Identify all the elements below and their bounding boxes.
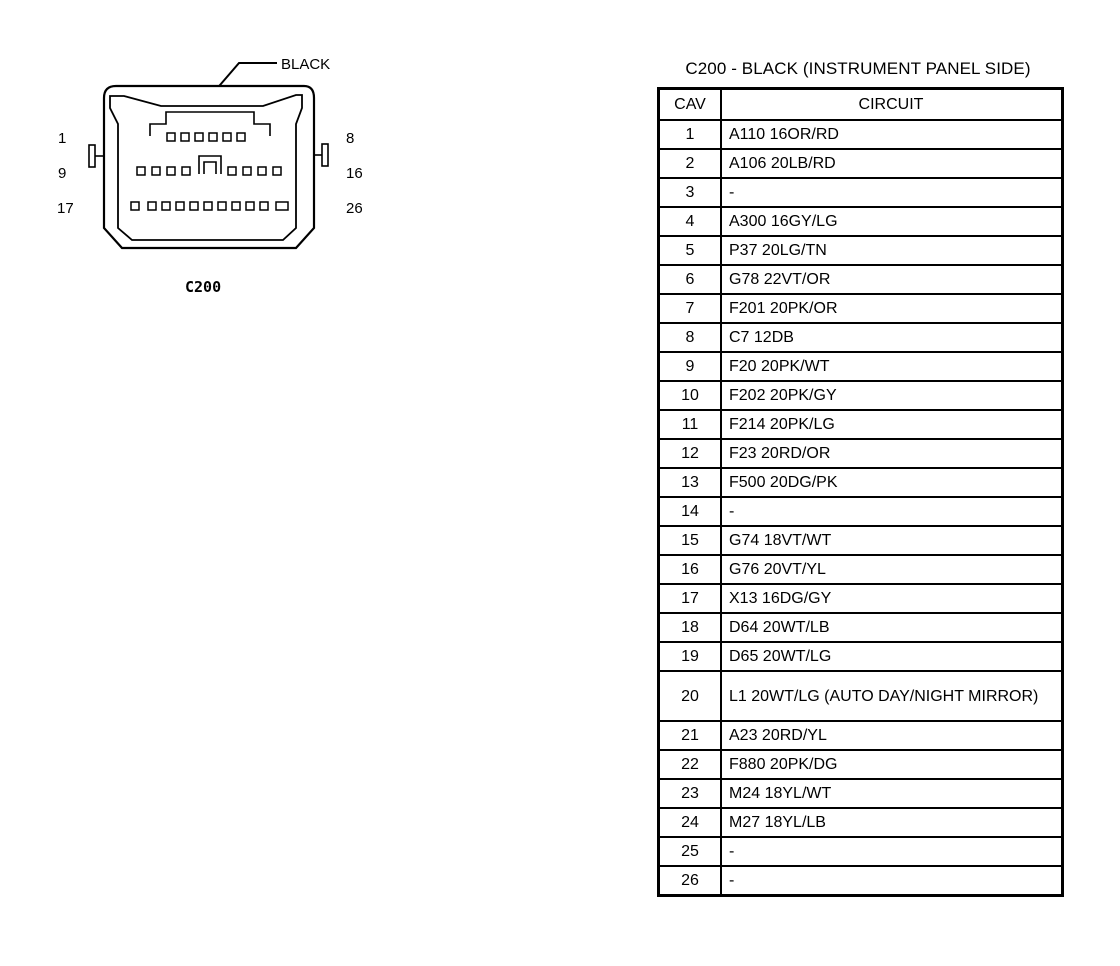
- table-header-row: [659, 89, 1063, 121]
- circuit-cell: A23 20RD/YL: [721, 721, 1063, 750]
- cav-cell: 8: [659, 323, 722, 352]
- cav-cell: 5: [659, 236, 722, 265]
- cav-cell: 21: [659, 721, 722, 750]
- circuit-cell: F214 20PK/LG: [721, 410, 1063, 439]
- pinout-table-body: [659, 120, 1063, 896]
- cav-cell: 25: [659, 837, 722, 866]
- circuit-cell: C7 12DB: [721, 323, 1063, 352]
- circuit-cell: A106 20LB/RD: [721, 149, 1063, 178]
- cav-cell: 6: [659, 265, 722, 294]
- cav-cell: 4: [659, 207, 722, 236]
- circuit-cell: A300 16GY/LG: [721, 207, 1063, 236]
- circuit-cell: D64 20WT/LB: [721, 613, 1063, 642]
- cav-cell: 10: [659, 381, 722, 410]
- table-row: [659, 779, 1063, 808]
- table-row: [659, 410, 1063, 439]
- circuit-cell: A110 16OR/RD: [721, 120, 1063, 149]
- circuit-cell: M24 18YL/WT: [721, 779, 1063, 808]
- right-latch-tab: [322, 144, 328, 166]
- circuit-cell: F202 20PK/GY: [721, 381, 1063, 410]
- circuit-cell: -: [721, 178, 1063, 207]
- cav-cell: 16: [659, 555, 722, 584]
- circuit-cell: G78 22VT/OR: [721, 265, 1063, 294]
- table-row: [659, 265, 1063, 294]
- cav-cell: 15: [659, 526, 722, 555]
- table-row: [659, 439, 1063, 468]
- cav-cell: 12: [659, 439, 722, 468]
- table-row: [659, 837, 1063, 866]
- table-row: [659, 555, 1063, 584]
- cav-cell: 23: [659, 779, 722, 808]
- cav-cell: 20: [659, 671, 722, 721]
- pin-label: 1: [58, 130, 67, 147]
- table-row: [659, 497, 1063, 526]
- table-row: [659, 236, 1063, 265]
- table-row: [659, 613, 1063, 642]
- circuit-cell: F880 20PK/DG: [721, 750, 1063, 779]
- table-row: [659, 584, 1063, 613]
- table-title: C200 - BLACK (INSTRUMENT PANEL SIDE): [685, 59, 1031, 78]
- circuit-cell: -: [721, 497, 1063, 526]
- pin-label: 26: [346, 200, 363, 217]
- cav-cell: 3: [659, 178, 722, 207]
- circuit-cell: G76 20VT/YL: [721, 555, 1063, 584]
- circuit-cell: M27 18YL/LB: [721, 808, 1063, 837]
- cav-cell: 7: [659, 294, 722, 323]
- table-row: [659, 149, 1063, 178]
- circuit-cell: X13 16DG/GY: [721, 584, 1063, 613]
- table-row: [659, 526, 1063, 555]
- table-row: [659, 866, 1063, 896]
- table-row: [659, 352, 1063, 381]
- cav-cell: 17: [659, 584, 722, 613]
- circuit-cell: -: [721, 866, 1063, 896]
- table-row: [659, 750, 1063, 779]
- table-row: [659, 468, 1063, 497]
- table-row: [659, 294, 1063, 323]
- cav-cell: 19: [659, 642, 722, 671]
- pin-label: 9: [58, 165, 67, 182]
- circuit-cell: F23 20RD/OR: [721, 439, 1063, 468]
- cav-cell: 18: [659, 613, 722, 642]
- pin-label: 17: [57, 200, 74, 217]
- circuit-cell: -: [721, 837, 1063, 866]
- cav-cell: 9: [659, 352, 722, 381]
- cav-cell: 2: [659, 149, 722, 178]
- color-callout-label: BLACK: [281, 56, 331, 73]
- table-row: [659, 671, 1063, 721]
- circuit-cell: F500 20DG/PK: [721, 468, 1063, 497]
- table-row: [659, 642, 1063, 671]
- connector-name: C200: [185, 278, 222, 296]
- table-row: [659, 207, 1063, 236]
- table-row: [659, 323, 1063, 352]
- cav-cell: 26: [659, 866, 722, 896]
- pin-label: 16: [346, 165, 363, 182]
- cav-cell: 14: [659, 497, 722, 526]
- cav-cell: 24: [659, 808, 722, 837]
- circuit-cell: G74 18VT/WT: [721, 526, 1063, 555]
- cav-cell: 13: [659, 468, 722, 497]
- table-row: [659, 120, 1063, 149]
- pinout-table: [657, 87, 1064, 897]
- connector-diagram: [0, 0, 420, 320]
- table-row: [659, 178, 1063, 207]
- cav-cell: 11: [659, 410, 722, 439]
- circuit-cell: L1 20WT/LG (AUTO DAY/NIGHT MIRROR): [721, 671, 1063, 721]
- circuit-cell: D65 20WT/LG: [721, 642, 1063, 671]
- cav-cell: 1: [659, 120, 722, 149]
- circuit-cell: F201 20PK/OR: [721, 294, 1063, 323]
- table-row: [659, 808, 1063, 837]
- table-row: [659, 381, 1063, 410]
- circuit-header: CIRCUIT: [721, 89, 1063, 121]
- cav-header: CAV: [659, 89, 722, 121]
- left-latch-tab: [89, 145, 95, 167]
- circuit-cell: P37 20LG/TN: [721, 236, 1063, 265]
- table-row: [659, 721, 1063, 750]
- cav-cell: 22: [659, 750, 722, 779]
- connector-body: [104, 86, 314, 248]
- pin-label: 8: [346, 130, 355, 147]
- circuit-cell: F20 20PK/WT: [721, 352, 1063, 381]
